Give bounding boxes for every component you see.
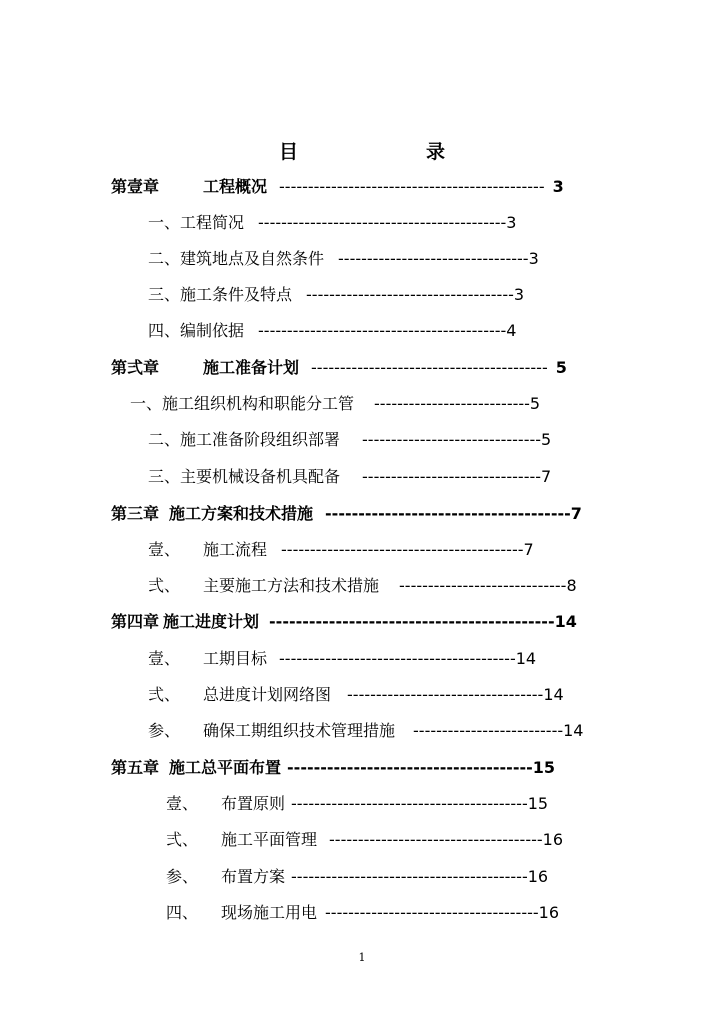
entry-label: 二、: [148, 430, 181, 449]
dot-leader: -------------------------------: [362, 467, 542, 486]
chapter-label: 第三章: [111, 504, 160, 523]
toc-entry: [148, 285, 524, 305]
entry-title: 总进度计划网络图: [203, 685, 332, 704]
dot-leader: -------------------------------------------: [258, 321, 507, 340]
dot-leader: ----------------------------------: [347, 685, 544, 704]
entry-label: 壹、: [166, 794, 199, 813]
toc-entry: [148, 540, 534, 560]
chapter-title: 施工总平面布置: [169, 758, 282, 777]
toc-entry: [148, 430, 551, 450]
toc-entry: [166, 830, 563, 850]
entry-title: 施工准备阶段组织部署: [180, 430, 341, 449]
page-ref: 3: [552, 177, 564, 196]
chapter-title: 施工准备计划: [203, 358, 300, 377]
chapter-label: 第壹章: [111, 177, 160, 196]
toc-entry-chapter-4: [111, 612, 577, 632]
dot-leader: -----------------------------------------: [311, 358, 548, 377]
entry-label: 一、: [130, 394, 163, 413]
toc-entry: [166, 867, 548, 887]
page-ref: 14: [554, 612, 577, 631]
chapter-title: 工程概况: [203, 177, 268, 196]
page-ref: 16: [538, 903, 559, 922]
toc-entry: [148, 685, 564, 705]
toc-entry: [148, 467, 551, 487]
dot-leader: ------------------------------------: [306, 285, 514, 304]
entry-title: 施工平面管理: [221, 830, 318, 849]
dot-leader: -------------------------------------------: [269, 612, 555, 631]
page-ref: 7: [523, 540, 534, 559]
dot-leader: -------------------------------------: [325, 903, 539, 922]
page-ref: 7: [570, 504, 582, 523]
page-ref: 3: [513, 285, 525, 304]
dot-leader: -----------------------------------------: [291, 867, 528, 886]
dot-leader: -----------------------------------------: [279, 649, 516, 668]
page-ref: 15: [527, 794, 549, 813]
dot-leader: --------------------------: [413, 721, 564, 740]
page-number: 1: [358, 951, 366, 964]
entry-title: 布置原则: [221, 794, 286, 813]
entry-title: 工期目标: [203, 649, 268, 668]
entry-title: 确保工期组织技术管理措施: [203, 721, 396, 740]
page-ref: 5: [529, 394, 541, 413]
page-ref: 7: [541, 467, 552, 486]
entry-title: 施工流程: [203, 540, 268, 559]
dot-leader: -----------------------------: [399, 576, 567, 595]
dot-leader: -------------------------------------: [325, 504, 571, 523]
entry-title: 工程简况: [180, 213, 245, 232]
page-ref: 8: [566, 576, 577, 595]
entry-label: 三、: [148, 285, 181, 304]
toc-entry: [148, 213, 516, 233]
entry-label: 弍、: [148, 685, 181, 704]
entry-title: 建筑地点及自然条件: [180, 249, 325, 268]
entry-label: 参、: [166, 867, 199, 886]
entry-label: 壹、: [148, 649, 181, 668]
page-ref: 5: [555, 358, 567, 377]
entry-label: 四、: [148, 321, 181, 340]
toc-entry: [166, 794, 548, 814]
page-ref: 14: [515, 649, 537, 668]
page-ref: 14: [543, 685, 564, 704]
toc-entry-chapter-1: [111, 177, 564, 197]
dot-leader: ------------------------------------------: [281, 540, 524, 559]
dot-leader: -----------------------------------------: [291, 794, 528, 813]
entry-title: 主要机械设备机具配备: [180, 467, 341, 486]
entry-label: 弍、: [148, 576, 181, 595]
toc-entry-chapter-5: [111, 758, 555, 778]
entry-title: 布置方案: [221, 867, 286, 886]
page-ref: 4: [506, 321, 517, 340]
entry-title: 施工条件及特点: [180, 285, 293, 304]
toc-entry: [148, 249, 539, 269]
chapter-label: 第五章: [111, 758, 160, 777]
toc-entry: [130, 394, 540, 414]
dot-leader: ---------------------------------: [338, 249, 529, 268]
page-ref: 14: [563, 721, 584, 740]
page-ref: 15: [532, 758, 555, 777]
toc-entry: [148, 576, 577, 596]
toc-entry: [148, 649, 536, 669]
page-ref: 5: [541, 430, 552, 449]
dot-leader: -------------------------------------: [287, 758, 533, 777]
chapter-label: 第弍章: [111, 358, 160, 377]
chapter-label: 第四章: [111, 612, 160, 631]
entry-label: 一、: [148, 213, 181, 232]
dot-leader: -------------------------------------: [329, 830, 543, 849]
toc-entry-chapter-2: [111, 358, 567, 378]
dot-leader: -------------------------------: [362, 430, 542, 449]
entry-title: 主要施工方法和技术措施: [203, 576, 380, 595]
page-ref: 3: [506, 213, 517, 232]
entry-title: 施工组织机构和职能分工管: [162, 394, 355, 413]
dot-leader: -------------------------------------------: [258, 213, 507, 232]
entry-label: 壹、: [148, 540, 181, 559]
entry-label: 三、: [148, 467, 181, 486]
entry-label: 四、: [166, 903, 199, 922]
entry-label: 弍、: [166, 830, 199, 849]
entry-title: 现场施工用电: [221, 903, 318, 922]
entry-label: 参、: [148, 721, 181, 740]
toc-entry-chapter-3: [111, 504, 582, 524]
toc-title: 目 录: [278, 141, 475, 163]
entry-title: 编制依据: [180, 321, 245, 340]
page-ref: 16: [527, 867, 549, 886]
dot-leader: ---------------------------: [374, 394, 530, 413]
toc-entry: [148, 321, 516, 341]
chapter-title: 施工方案和技术措施: [169, 504, 314, 523]
page-ref: 16: [542, 830, 563, 849]
entry-label: 二、: [148, 249, 181, 268]
toc-entry: [166, 903, 559, 923]
page-ref: 3: [528, 249, 539, 268]
dot-leader: ----------------------------------------------: [279, 177, 545, 196]
chapter-title: 施工进度计划: [163, 612, 260, 631]
toc-entry: [148, 721, 583, 741]
